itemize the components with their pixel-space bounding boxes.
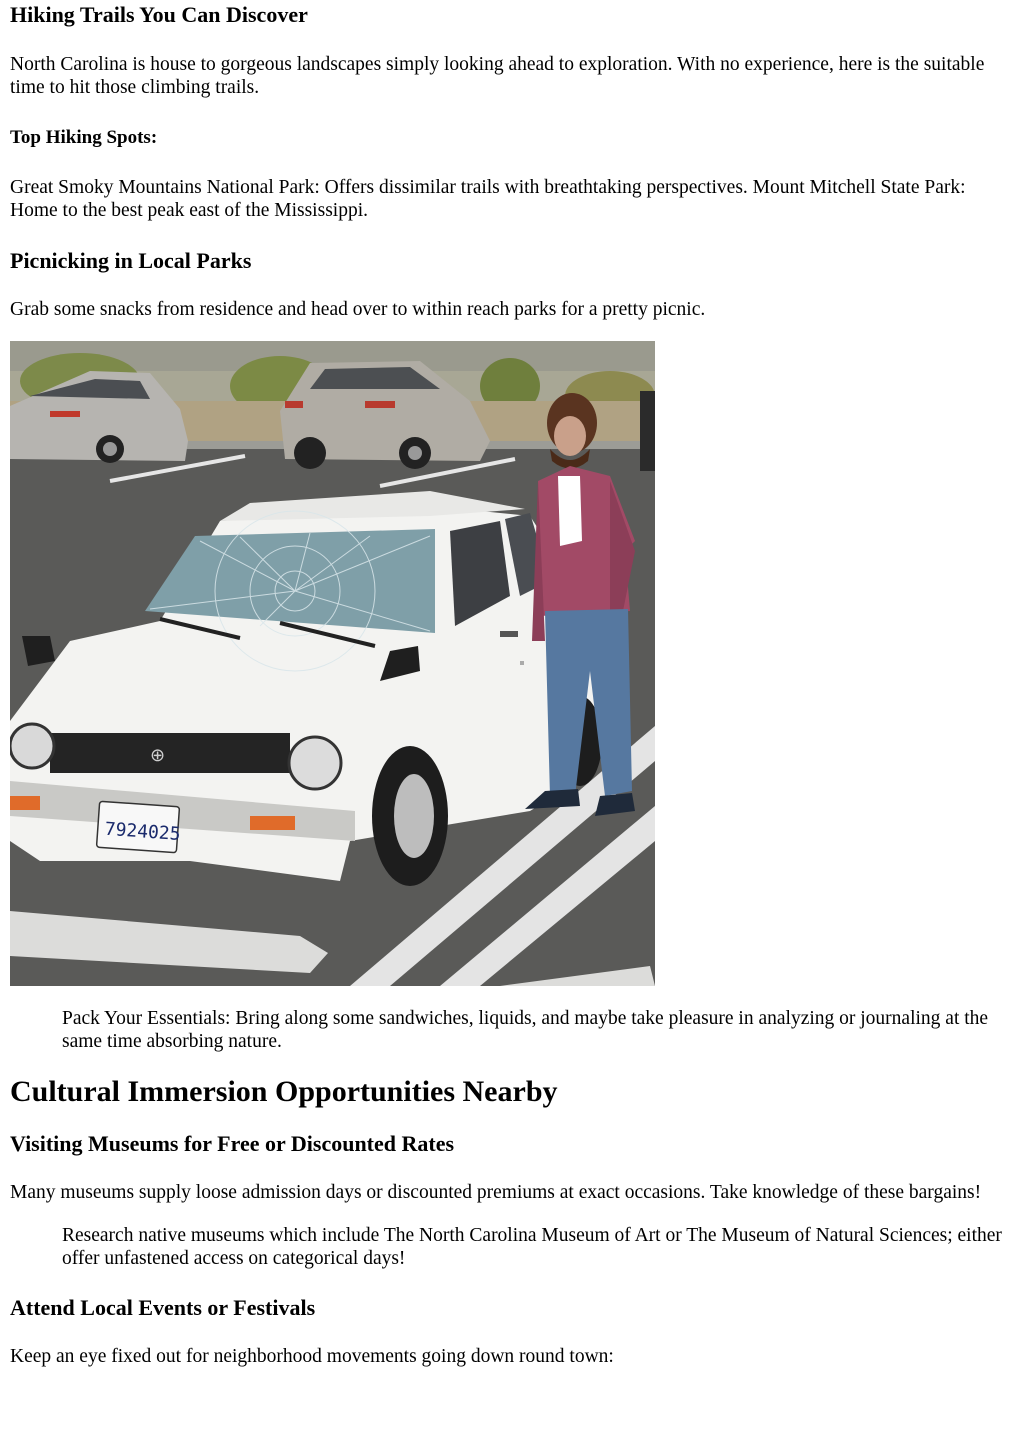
heading-attend-events: Attend Local Events or Festivals [10,1295,316,1320]
paragraph-hiking-spots: Great Smoky Mountains National Park: Offers dissimilar trails with breathtaking perspectives. Mount Mitchell State Park: Home to the best peak east of the Mississippi. [10,177,966,221]
blockquote-research-museums: Research native museums which include The North Carolina Museum of Art or The Museum of Natural Sciences; either offer unfastened access on categorical days! [62,1225,1002,1269]
paragraph-museums: Many museums supply loose admission days or discounted premiums at exact occasions. Take knowledge of these bargains! [10,1182,982,1203]
heading-top-hiking-spots: Top Hiking Spots: [10,127,158,148]
heading-cultural-immersion: Cultural Immersion Opportunities Nearby [10,1075,558,1108]
heading-hiking-trails: Hiking Trails You Can Discover [10,2,308,27]
heading-visiting-museums: Visiting Museums for Free or Discounted Rates [10,1131,455,1156]
license-plate-text: 7924025 [104,818,182,845]
car-logo-icon: ⊕ [150,745,166,766]
article-photo [10,341,655,986]
heading-picnicking: Picnicking in Local Parks [10,248,252,273]
article [0,2,1024,1368]
blockquote-pack-essentials: Pack Your Essentials: Bring along some sandwiches, liquids, and maybe take pleasure in analyzing or journaling at the same time absorbing nature. [62,1008,989,1052]
paragraph-keep-eye-out: Keep an eye fixed out for neighborhood movements going down round town: [10,1346,614,1367]
paragraph-grab-snacks: Grab some snacks from residence and head over to within reach parks for a pretty picnic. [10,299,706,320]
paragraph-intro: North Carolina is house to gorgeous landscapes simply looking ahead to exploration. With no experience, here is the suitable time to hit those climbing trails. [10,54,985,98]
